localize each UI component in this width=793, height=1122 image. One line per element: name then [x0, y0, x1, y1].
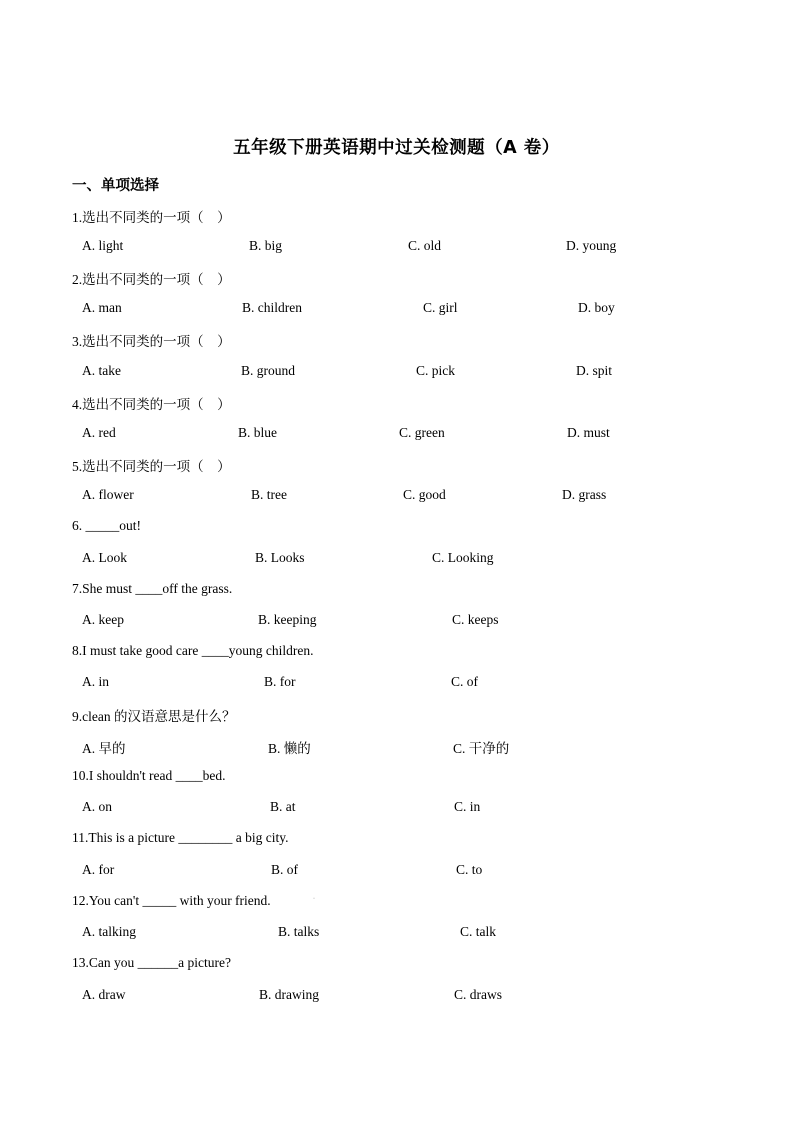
option-a: A. take — [82, 363, 121, 378]
option-c: C. in — [454, 799, 481, 814]
option-c: C. Looking — [432, 550, 494, 565]
question-text: 9.clean 的汉语意思是什么？ — [72, 709, 236, 724]
option-b: B. ground — [241, 363, 295, 378]
option-c: C. 干净的 — [453, 741, 510, 756]
option-a: A. keep — [82, 612, 124, 627]
option-b: B. keeping — [258, 612, 317, 627]
question-text: 10.I shouldn't read ____bed. — [72, 768, 226, 783]
option-c: C. good — [403, 487, 446, 502]
option-a: A. on — [82, 799, 112, 814]
option-c: C. of — [451, 674, 478, 689]
option-b: B. tree — [251, 487, 287, 502]
question-text: 1.选出不同类的一项（ ） — [72, 210, 231, 225]
page-title: 五年级下册英语期中过关检测题（A 卷） — [233, 138, 560, 158]
option-a: A. Look — [82, 550, 127, 565]
option-b: B. children — [242, 300, 302, 315]
option-c: C. pick — [416, 363, 455, 378]
option-b: B. drawing — [259, 987, 319, 1002]
option-c: C. girl — [423, 300, 458, 315]
question-text: 11.This is a picture ________ a big city. — [72, 830, 289, 845]
stray-mark: · — [313, 896, 315, 902]
option-a: A. talking — [82, 924, 136, 939]
question-text: 6. _____out! — [72, 518, 141, 533]
option-d: D. must — [567, 425, 610, 440]
option-c: C. old — [408, 238, 442, 253]
question-text: 13.Can you ______a picture? — [72, 955, 231, 970]
option-b: B. Looks — [255, 550, 305, 565]
question-text: 8.I must take good care ____young children. — [72, 643, 314, 658]
option-a: A. man — [82, 300, 122, 315]
option-d: D. grass — [562, 487, 607, 502]
option-a: A. for — [82, 862, 115, 877]
question-text: 4.选出不同类的一项（ ） — [72, 397, 231, 412]
option-b: B. big — [249, 238, 283, 253]
option-a: A. 早的 — [82, 741, 126, 756]
option-a: A. draw — [82, 987, 126, 1002]
option-c: C. green — [399, 425, 445, 440]
question-text: 5.选出不同类的一项（ ） — [72, 459, 231, 474]
option-b: B. of — [271, 862, 298, 877]
option-c: C. to — [456, 862, 483, 877]
option-c: C. keeps — [452, 612, 499, 627]
option-a: A. in — [82, 674, 109, 689]
option-b: B. blue — [238, 425, 277, 440]
option-a: A. light — [82, 238, 124, 253]
section-heading: 一、单项选择 — [72, 178, 159, 194]
option-a: A. red — [82, 425, 116, 440]
question-text: 7.She must ____off the grass. — [72, 581, 233, 596]
option-d: D. spit — [576, 363, 613, 378]
option-b: B. talks — [278, 924, 320, 939]
question-text: 3.选出不同类的一项（ ） — [72, 334, 231, 349]
option-c: C. draws — [454, 987, 502, 1002]
option-b: B. for — [264, 674, 296, 689]
question-text: 12.You can't _____ with your friend. — [72, 893, 271, 908]
option-c: C. talk — [460, 924, 496, 939]
option-d: D. boy — [578, 300, 615, 315]
option-b: B. 懒的 — [268, 741, 311, 756]
option-b: B. at — [270, 799, 296, 814]
option-d: D. young — [566, 238, 617, 253]
option-a: A. flower — [82, 487, 134, 502]
question-text: 2.选出不同类的一项（ ） — [72, 272, 231, 287]
